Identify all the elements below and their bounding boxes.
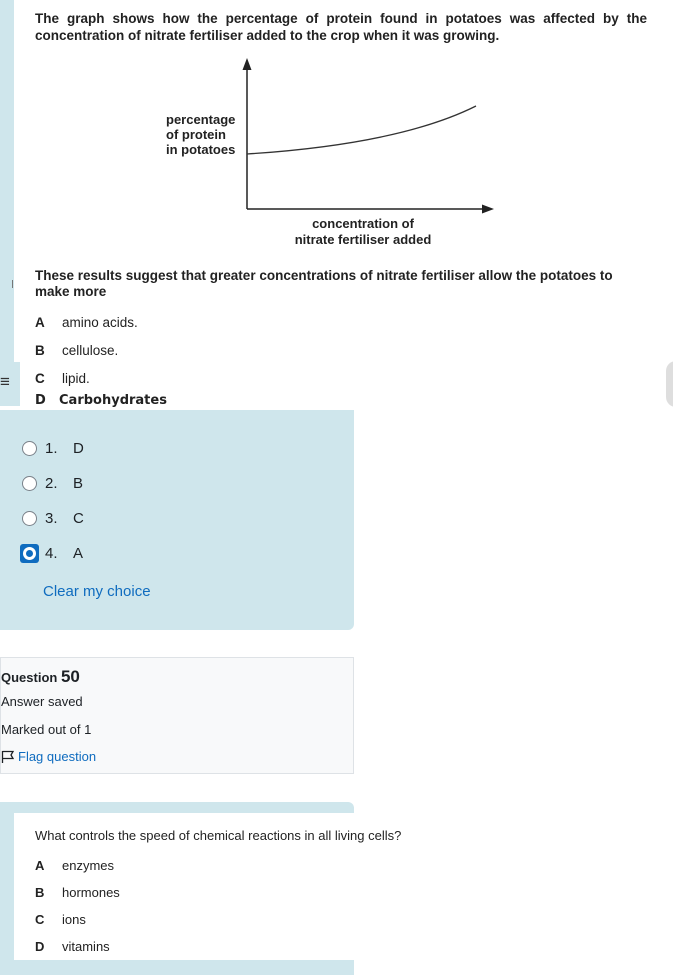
question-number: Question 50 (1, 667, 80, 686)
choice-3[interactable]: 3. C (22, 510, 84, 527)
question-50-text: What controls the speed of chemical reactions in all living cells? (35, 828, 402, 843)
graph-y-label: percentage of protein in potatoes (166, 112, 236, 157)
protein-curve (247, 106, 476, 154)
graph-x-label: concentration of nitrate fertiliser added (294, 216, 432, 247)
q50-option-c: C ions (35, 912, 86, 927)
results-statement: These results suggest that greater concentrations of nitrate fertiliser allow the potatoes to make more (35, 268, 613, 299)
question-left-strip (0, 0, 14, 405)
choice-2[interactable]: 2. B (22, 475, 83, 492)
option-d: D Carbohydrates (35, 393, 167, 408)
question-grade: Marked out of 1 (1, 722, 92, 737)
option-c: C lipid. (35, 371, 90, 386)
clear-choice-link[interactable]: Clear my choice (43, 583, 151, 600)
option-b: B cellulose. (35, 343, 119, 358)
menu-icon: ≡ (0, 372, 10, 391)
radio-button[interactable] (22, 476, 37, 491)
right-drawer-handle[interactable] (666, 361, 673, 407)
choice-4[interactable]: 4. A (22, 544, 83, 563)
q50-option-d: D vitamins (35, 939, 110, 954)
q50-option-b: B hormones (35, 885, 120, 900)
q50-option-a: A enzymes (35, 858, 115, 873)
drawer-toggle[interactable] (0, 362, 20, 406)
question-info-panel (0, 657, 354, 774)
choice-1[interactable]: 1. D (22, 440, 84, 457)
flag-question-link[interactable]: Flag question (1, 749, 96, 764)
flag-icon (1, 750, 15, 763)
question-intro: The graph shows how the percentage of protein found in potatoes was affected by the concentration of nitrate fertiliser added to the crop when it was growing. (35, 11, 647, 43)
radio-button[interactable] (22, 511, 37, 526)
question-state: Answer saved (1, 694, 83, 709)
protein-graph (160, 58, 500, 258)
radio-button-selected[interactable] (20, 544, 39, 563)
radio-button[interactable] (22, 441, 37, 456)
margin-tick (12, 280, 13, 288)
option-a: A amino acids. (35, 315, 138, 330)
